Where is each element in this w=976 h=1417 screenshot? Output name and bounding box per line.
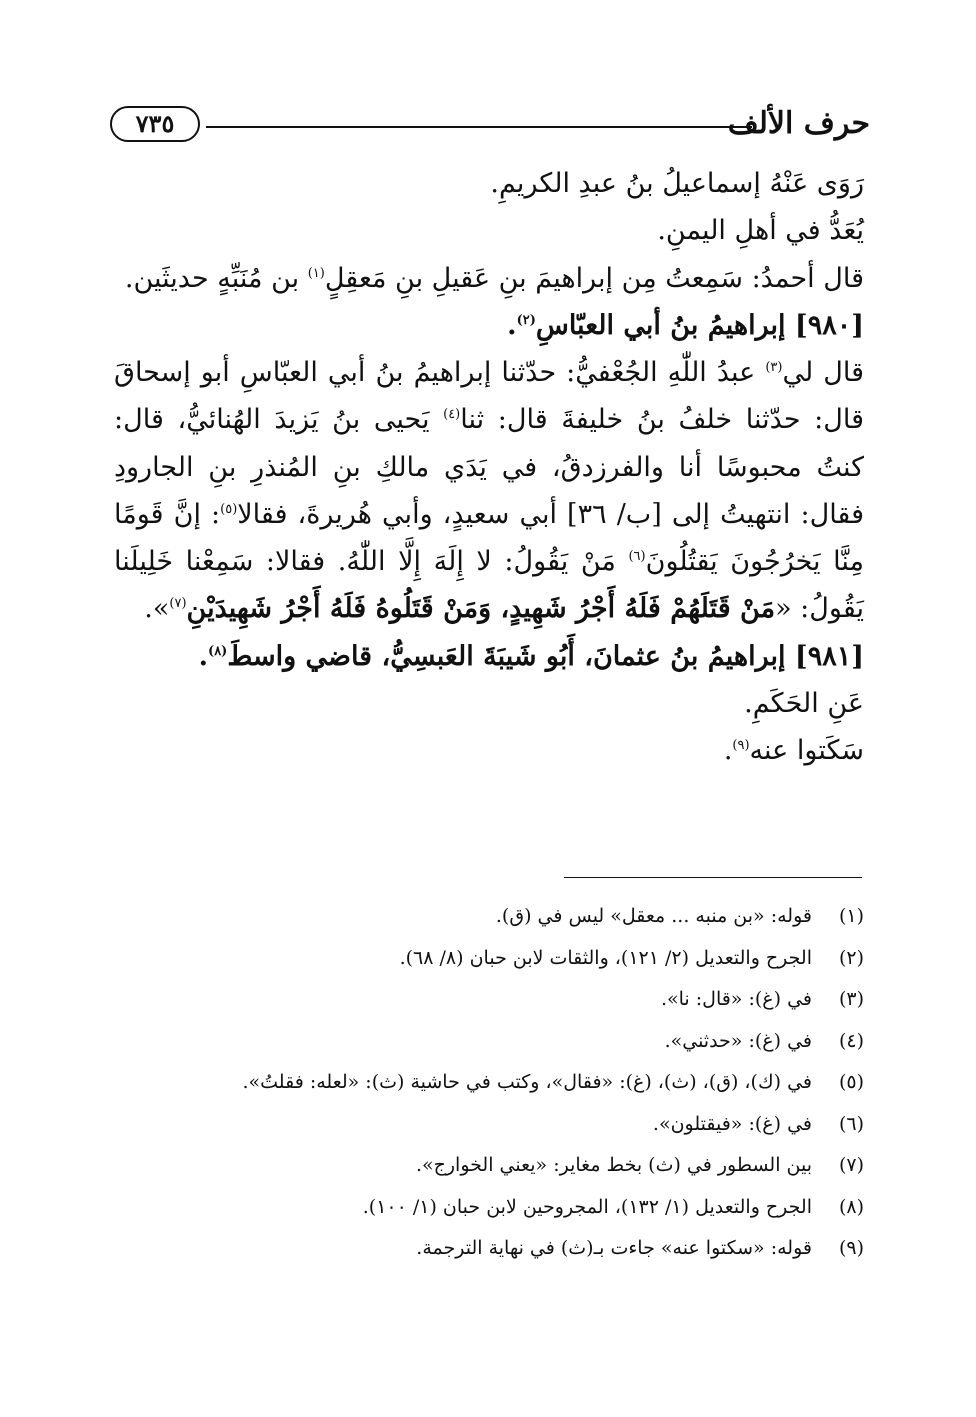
text-span: . <box>723 735 733 766</box>
entry-980-paragraph <box>114 349 864 633</box>
footnote-text: قوله: «بن منبه ... معقل» ليس في (ق). <box>495 905 812 927</box>
header-rule <box>206 126 752 128</box>
text-span: يُعَدُّ في أهلِ اليمنِ. <box>657 215 864 247</box>
entry-980-heading <box>114 302 864 349</box>
footnote-ref: (١) <box>307 265 325 281</box>
text-span: سَكَتوا عنه <box>749 735 864 766</box>
footnote-ref: (٨) <box>208 643 228 659</box>
footnote-separator <box>564 877 862 878</box>
text-span: قال أحمدُ: سَمِعتُ مِن إبراهيمَ بنِ عَقيلِ بنِ مَعقِلٍ <box>324 262 864 294</box>
footnote-number: (٤) <box>838 1029 864 1052</box>
footnote-text: الجرح والتعديل (٢/ ١٢١)، والثقات لابن حبان (٨/ ٦٨). <box>399 946 812 969</box>
footnote-number: (٩) <box>838 1237 864 1259</box>
text-span: ». <box>144 593 170 625</box>
footnotes <box>114 896 864 1270</box>
text-span: [٩٨٠] إبراهيمُ بنُ أبي العبّاسِ <box>535 309 864 341</box>
footnote-text: الجرح والتعديل (١/ ١٣٢)، المجروحين لابن حبان (١/ ١٠٠). <box>362 1195 812 1218</box>
footnote-number: (٧) <box>838 1154 864 1176</box>
footnote-text: في (غ): «فيقتلون». <box>652 1112 812 1135</box>
footnote-number: (٢) <box>838 946 864 969</box>
hadith-text: مَنْ قَتَلَهُمْ فَلَهُ أَجْرُ شَهِيدٍ، وَمَنْ قَتَلُوهُ فَلَهُ أَجْرُ شَهِيدَيْنِ <box>186 593 776 625</box>
footnote-ref: (٢) <box>516 312 536 328</box>
footnote-ref: (٥) <box>220 501 238 517</box>
text-span: : إنَّ قَومًا مِنَّا يَخرُجُونَ يَقتُلُونَ <box>114 498 864 577</box>
footnote-item <box>114 1104 864 1146</box>
text-span: رَوَى عَنْهُ إسماعيلُ بنُ عبدِ الكريمِ. <box>490 168 864 199</box>
footnote-item <box>114 1021 864 1063</box>
ahmad-quote-line <box>114 255 864 302</box>
text-span: بن مُنَبِّهٍ حديثَين. <box>124 262 308 294</box>
footnote-text: في (غ): «حدثني». <box>664 1029 812 1052</box>
footnote-ref: (٩) <box>732 738 750 753</box>
footnote-text: قوله: «سكتوا عنه» جاءت بـ(ث) في نهاية الترجمة. <box>416 1237 812 1259</box>
footnote-text: في (غ): «قال: نا». <box>660 988 812 1010</box>
text-span: عَنِ الحَكَمِ. <box>744 687 864 719</box>
footnote-number: (٨) <box>838 1195 864 1218</box>
footnote-text: في (ك)، (ق)، (ث)، (غ): «فقال»، وكتب في حاشية (ث): «لعله: فقلتُ». <box>242 1071 812 1093</box>
footnote-item <box>114 896 864 938</box>
text-span: مَنْ يَقُولُ: لا إِلَهَ إِلَّا اللّٰهُ. فقالا: سَمِعْنا خَلِيلَنا يَقُولُ: « <box>114 546 864 625</box>
footnote-number: (٥) <box>838 1071 864 1093</box>
text-span: . <box>507 309 517 341</box>
main-text <box>114 160 864 774</box>
footnote-ref: (٦) <box>628 549 646 564</box>
footnote-text: بين السطور في (ث) بخط مغاير: «يعني الخوارج». <box>415 1154 812 1176</box>
region-line <box>114 207 864 254</box>
footnote-item <box>114 1187 864 1229</box>
text-span: قال لي <box>782 357 864 388</box>
footnote-item <box>114 1228 864 1270</box>
footnote-number: (٣) <box>838 988 864 1010</box>
footnote-ref: (٤) <box>443 407 461 423</box>
footnote-ref: (٧) <box>169 596 187 612</box>
sakatu-line <box>114 727 864 774</box>
footnote-item <box>114 1062 864 1104</box>
footnote-item <box>114 979 864 1021</box>
page-header <box>110 102 870 152</box>
hakam-line <box>114 680 864 727</box>
text-span: . <box>198 640 209 672</box>
footnote-item <box>114 1145 864 1187</box>
footnote-number: (١) <box>838 905 864 927</box>
text-span: عبدُ اللّٰهِ الجُعْفيُّ: حدّثنا إبراهيمُ بنُ أبي العبّاسِ أبو إسحاقَ قال: حدّثنا خلفُ بنُ خليفةَ قال: ثنا <box>114 357 864 436</box>
entry-981-heading <box>114 633 864 680</box>
footnote-ref: (٣) <box>765 360 783 375</box>
text-span: يَحيى بنُ يَزيدَ الهُنائيُّ، قال: كنتُ محبوسًا أنا والفرزدقُ، في يَدَي مالكِ بنِ المُنذرِ بنِ الجارودِ فقال: انتهيتُ إلى [ب/ ٣٦] أبي سعيدٍ، وأبي هُريرةَ، فقالا <box>114 404 864 530</box>
narrator-line <box>114 160 864 207</box>
footnote-item <box>114 938 864 980</box>
chapter-title: حرف الألف <box>727 106 870 141</box>
page-number-badge: ٧٣٥ <box>110 106 200 142</box>
text-span: [٩٨١] إبراهيمُ بنُ عثمانَ، أَبُو شَيبَةَ العَبسِيُّ، قاضي واسطَ <box>227 640 864 672</box>
footnote-number: (٦) <box>838 1112 864 1135</box>
